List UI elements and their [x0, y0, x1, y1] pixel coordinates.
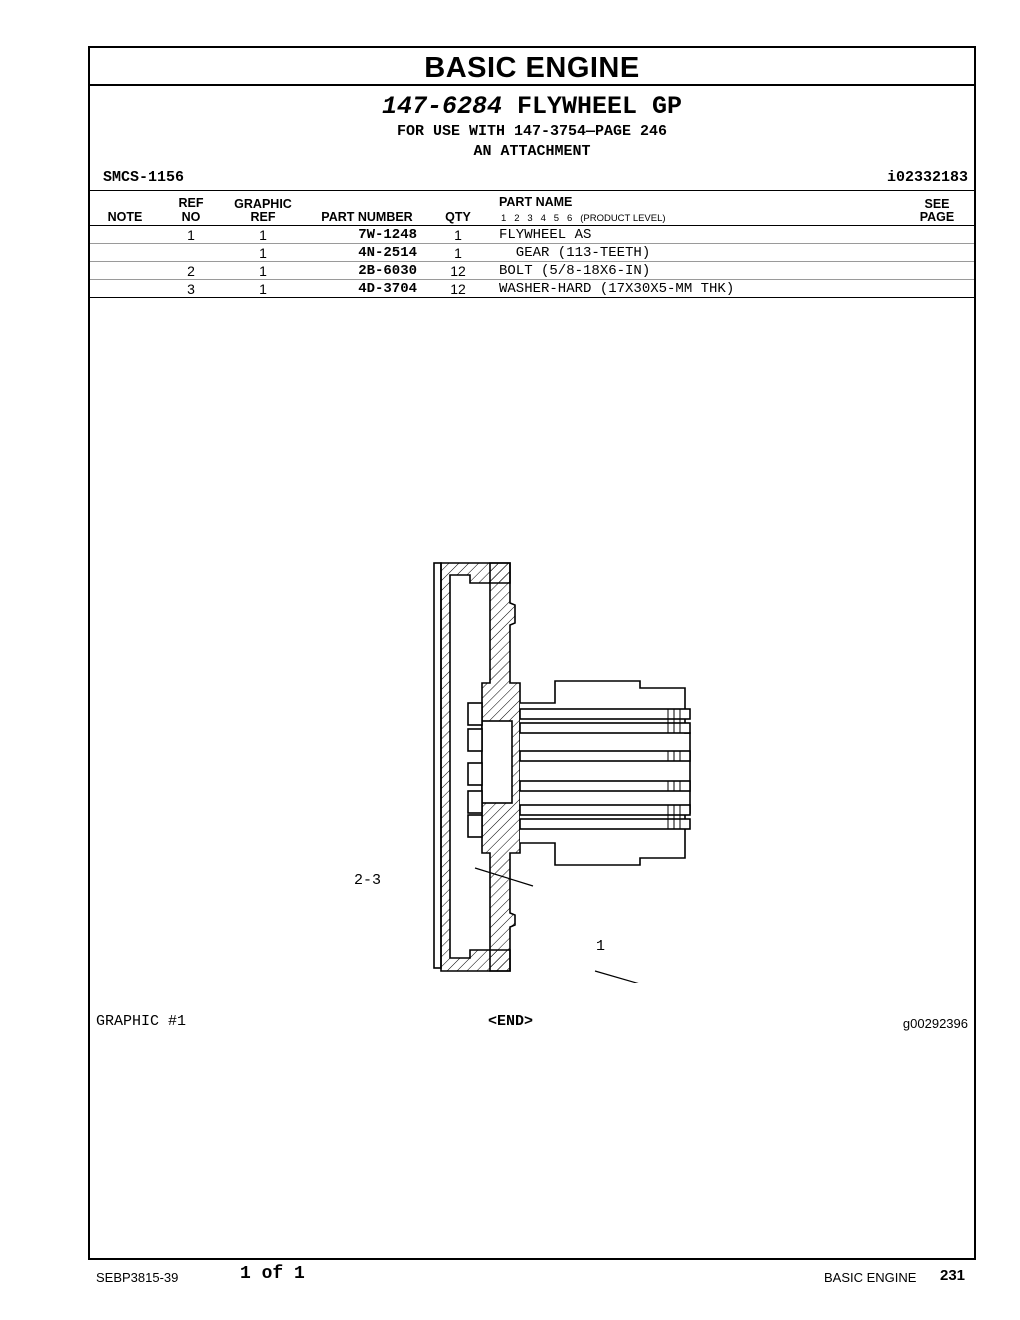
col-graphic-ref-2: REF [250, 210, 276, 224]
bolt-head-icon [468, 791, 482, 813]
row3-part-name: BOLT (5/8-18X6-IN) [499, 263, 651, 279]
bolt-head-icon [468, 703, 482, 725]
smcs-code: SMCS-1156 [103, 169, 185, 186]
graphic-label: GRAPHIC #1 [96, 1013, 187, 1030]
info-id: i02332183 [886, 169, 968, 186]
col-ref-no-1: REF [178, 196, 204, 210]
col-note: NOTE [107, 210, 143, 224]
group-title [90, 92, 974, 121]
row3-qty: 12 [450, 263, 466, 279]
footer-section: BASIC ENGINE [824, 1270, 917, 1285]
bolt-head-icon [468, 763, 482, 785]
group-name: FLYWHEEL GP [517, 92, 683, 121]
footer-page-of: 1 of 1 [240, 1264, 305, 1284]
graphic-id: g00292396 [902, 1016, 968, 1031]
group-part-number: 147-6284 [381, 92, 502, 121]
callout-leader [595, 971, 678, 983]
row4-part-name: WASHER-HARD (17X30X5-MM THK) [499, 281, 735, 297]
table-top-rule [90, 190, 974, 191]
section-banner: BASIC ENGINE [90, 48, 974, 86]
row4-qty: 12 [450, 281, 466, 297]
col-graphic-ref-1: GRAPHIC [234, 197, 292, 211]
row4-graphic-ref: 1 [259, 281, 267, 297]
footer-doc-id: SEBP3815-39 [96, 1270, 179, 1285]
hub-bore [482, 721, 512, 803]
subtitle-line-1: FOR USE WITH 147-3754—PAGE 246 [396, 123, 668, 140]
row4-part-number: 4D-3704 [358, 281, 417, 297]
bolt-head-icon [468, 815, 482, 837]
col-see-page-1: SEE [924, 197, 950, 211]
flywheel-section-drawing [340, 553, 720, 983]
row1-qty: 1 [454, 227, 462, 243]
row1-graphic-ref: 1 [259, 227, 267, 243]
col-ref-no-2: NO [181, 210, 201, 224]
col-part-number: PART NUMBER [321, 210, 413, 224]
row2-part-number: 4N-2514 [358, 245, 417, 261]
rim-outer-wall [434, 563, 441, 968]
footer-page-number: 231 [940, 1267, 966, 1284]
row3-ref-no: 2 [187, 263, 195, 279]
row2-qty: 1 [454, 245, 462, 261]
callout-bolt-washer: 2-3 [354, 872, 382, 889]
row3-part-number: 2B-6030 [358, 263, 417, 279]
row2-graphic-ref: 1 [259, 245, 267, 261]
col-part-name: PART NAME [499, 195, 573, 209]
callout-flywheel: 1 [596, 938, 606, 955]
end-marker: <END> [488, 1013, 534, 1030]
subtitle-line-2: AN ATTACHMENT [473, 143, 591, 160]
bolt-head-icon [468, 729, 482, 751]
col-see-page-2: PAGE [919, 210, 955, 224]
col-product-levels: 1 2 3 4 5 6 (PRODUCT LEVEL) [501, 213, 666, 224]
row3-graphic-ref: 1 [259, 263, 267, 279]
row2-part-name: GEAR (113-TEETH) [499, 245, 651, 261]
row4-ref-no: 3 [187, 281, 195, 297]
col-qty: QTY [445, 210, 471, 224]
row1-ref-no: 1 [187, 227, 195, 243]
table-bottom-rule [90, 297, 974, 298]
row1-part-number: 7W-1248 [358, 227, 417, 243]
page-frame [88, 46, 976, 1260]
row1-part-name: FLYWHEEL AS [499, 227, 592, 243]
